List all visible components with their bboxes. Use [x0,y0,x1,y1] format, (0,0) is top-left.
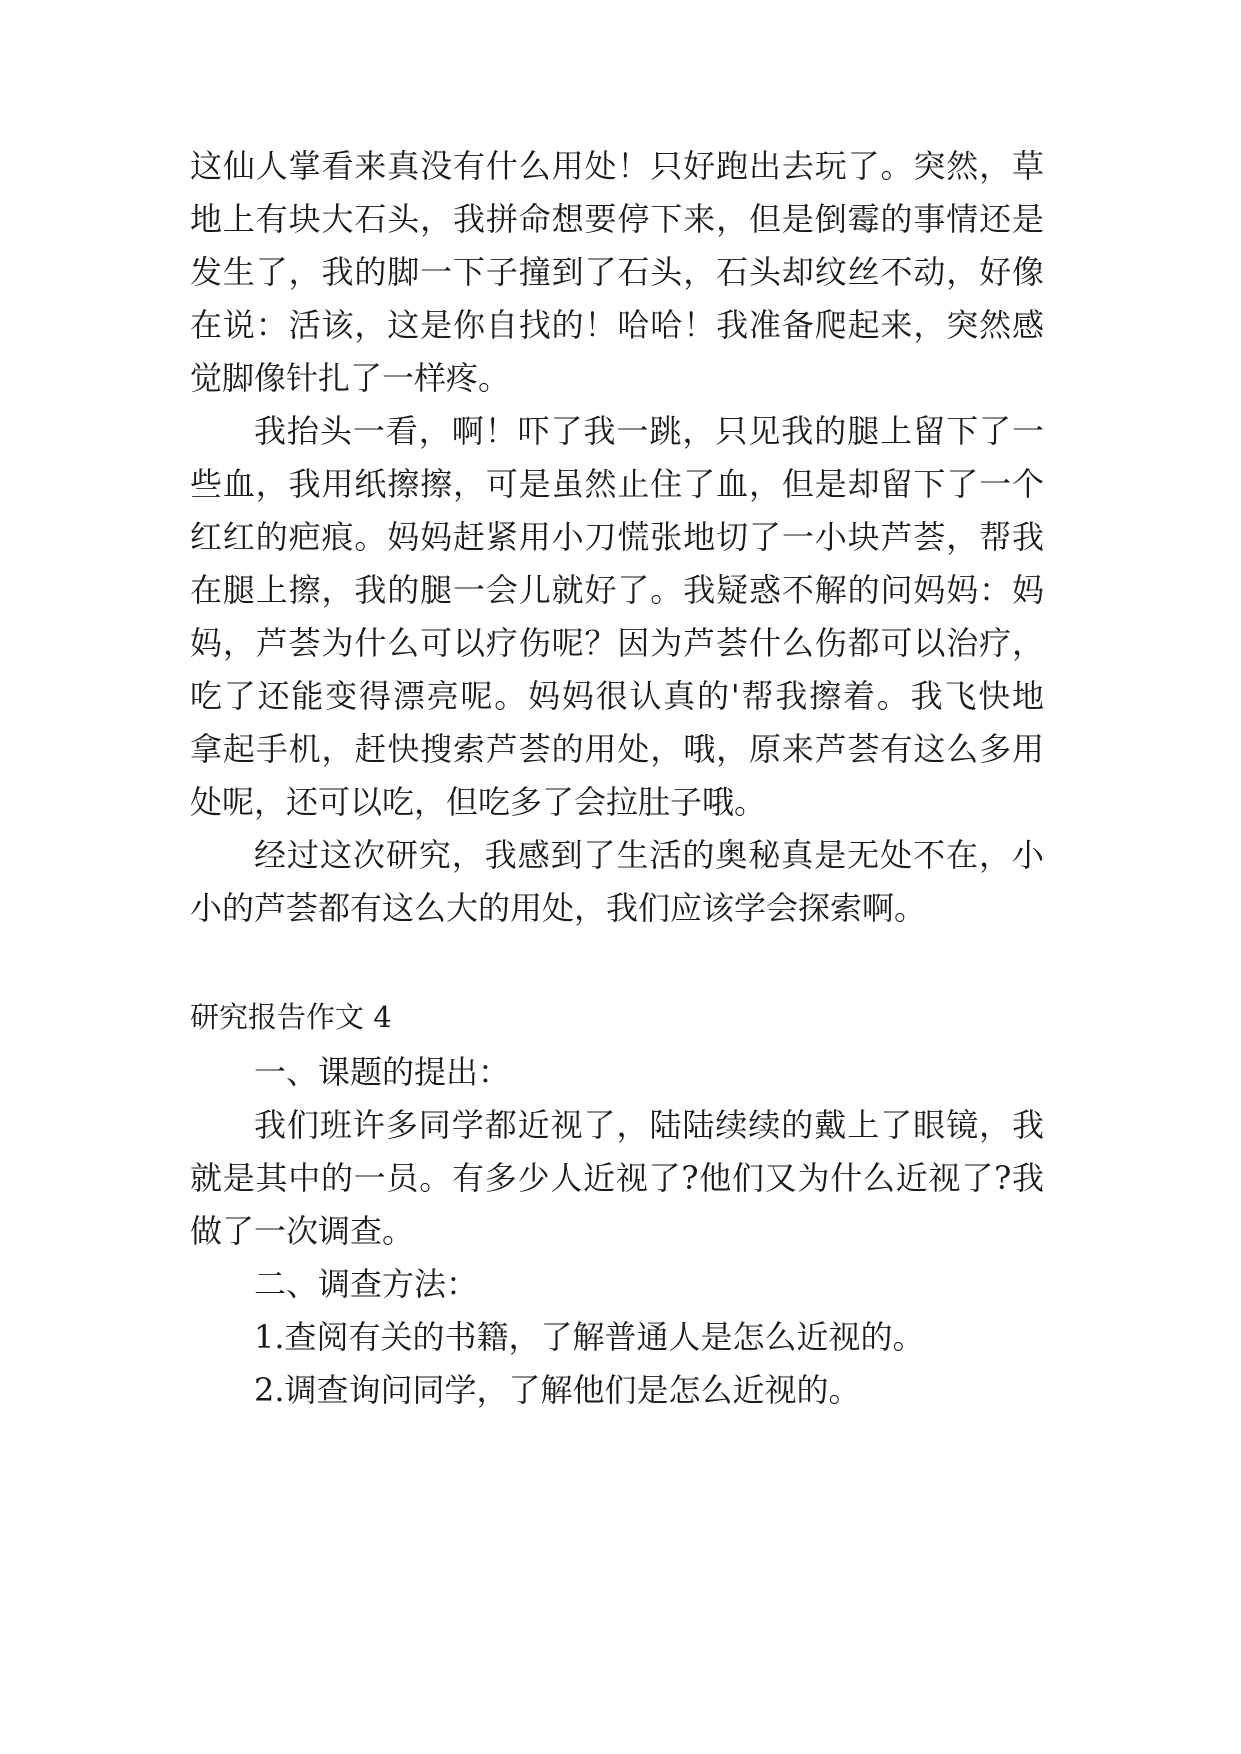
paragraph-1-line-2: 地上有块大石头，我拼命想要停下来，但是倒霉的事情还是 [190,200,1044,238]
paragraph-2-line-1: 我抬头一看，啊！吓了我一跳，只见我的腿上留下了一 [254,412,1044,450]
paragraph-4-line-2: 就是其中的一员。有多少人近视了?他们又为什么近视了?我 [190,1159,1044,1197]
paragraph-3-line-2: 小的芦荟都有这么大的用处，我们应该学会探索啊。 [190,889,927,927]
paragraph-1-line-3: 发生了，我的脚一下子撞到了石头，石头却纹丝不动，好像 [190,253,1044,291]
paragraph-4-line-1: 我们班许多同学都近视了，陆陆续续的戴上了眼镜，我 [254,1106,1044,1144]
paragraph-1-line-5: 觉脚像针扎了一样疼。 [190,359,511,397]
paragraph-2-line-7: 拿起手机，赶快搜索芦荟的用处，哦，原来芦荟有这么多用 [190,730,1044,768]
subheading-2: 二、调查方法： [254,1265,479,1303]
paragraph-1-line-4: 在说：活该，这是你自找的！哈哈！我准备爬起来，突然感 [190,306,1044,344]
paragraph-4-line-3: 做了一次调查。 [190,1212,415,1250]
paragraph-2-line-6: 吃了还能变得漂亮呢。妈妈很认真的'帮我擦着。我飞快地 [190,677,1044,715]
paragraph-1-line-1: 这仙人掌看来真没有什么用处！只好跑出去玩了。突然，草 [190,147,1044,185]
paragraph-2-line-5: 妈，芦荟为什么可以疗伤呢？因为芦荟什么伤都可以治疗， [190,624,1044,662]
paragraph-2-line-4: 在腿上擦，我的腿一会儿就好了。我疑惑不解的问妈妈：妈 [190,571,1044,609]
paragraph-2-line-2: 些血，我用纸擦擦，可是虽然止住了血，但是却留下了一个 [190,465,1044,503]
paragraph-3-line-1: 经过这次研究，我感到了生活的奥秘真是无处不在，小 [254,836,1044,874]
paragraph-2-line-3: 红红的疤痕。妈妈赶紧用小刀慌张地切了一小块芦荟，帮我 [190,518,1044,556]
list-item: 2.调查询问同学，了解他们是怎么近视的。 [254,1371,861,1409]
paragraph-2-line-8: 处呢，还可以吃，但吃多了会拉肚子哦。 [190,783,767,821]
section-title: 研究报告作文 4 [190,1000,392,1034]
list-item: 1.查阅有关的书籍，了解普通人是怎么近视的。 [254,1318,925,1356]
subheading-1: 一、课题的提出： [254,1053,511,1091]
